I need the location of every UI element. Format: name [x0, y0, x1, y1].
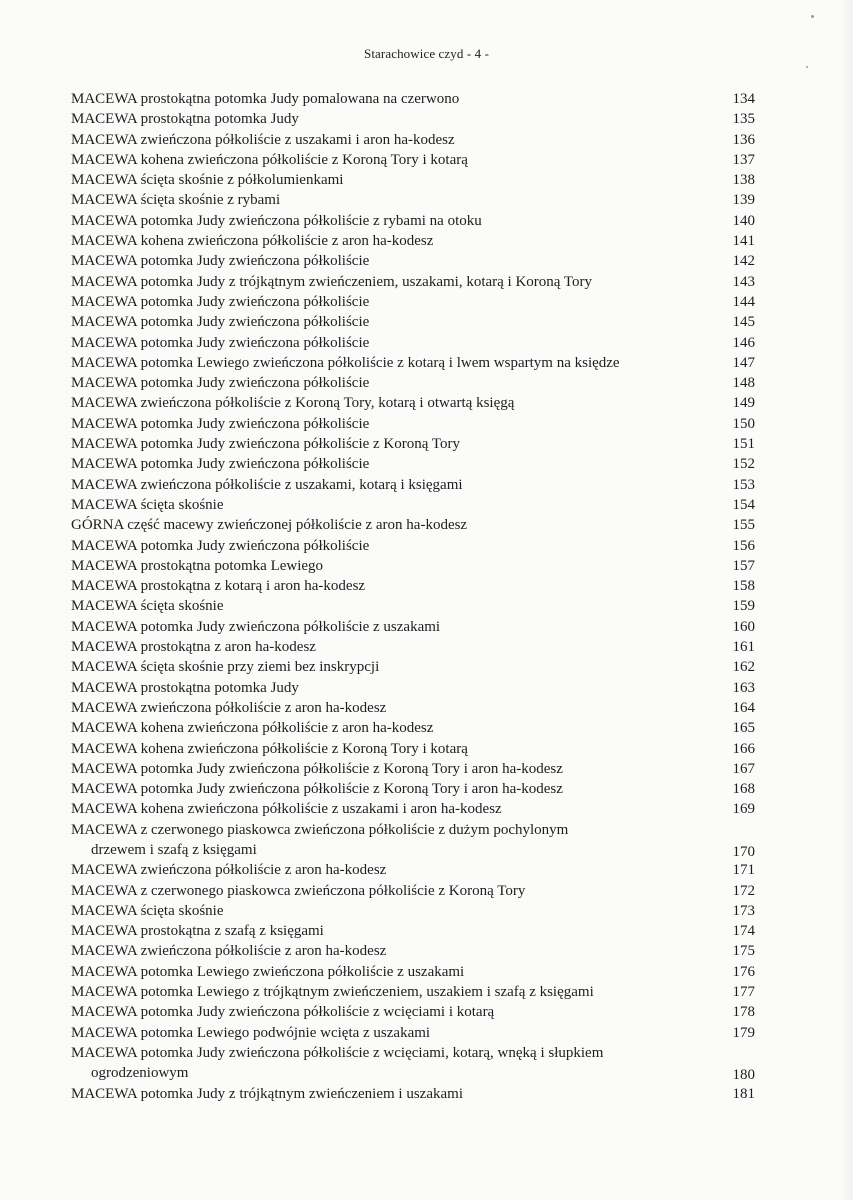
entry-description — [71, 434, 721, 454]
list-item — [71, 272, 755, 292]
list-item — [71, 779, 755, 799]
entry-number: 177 — [732, 984, 755, 1001]
entry-description — [71, 333, 721, 353]
entry-description — [71, 495, 721, 515]
list-item — [71, 556, 755, 576]
entry-description-line: MACEWA potomka Lewiego podwójnie wcięta z uszakami — [71, 1024, 431, 1041]
entry-description-line: MACEWA potomka Judy zwieńczona półkoliście — [71, 334, 370, 351]
entry-description — [71, 1043, 721, 1084]
entry-description — [71, 231, 721, 251]
entry-description — [71, 536, 721, 556]
entry-number: 181 — [732, 1085, 755, 1102]
entry-number: 173 — [732, 902, 755, 919]
entry-description-line: MACEWA potomka Judy zwieńczona półkoliście z Koroną Tory i aron ha-kodesz — [71, 781, 563, 798]
list-item — [71, 353, 755, 373]
entry-number: 158 — [732, 578, 755, 595]
entry-number: 135 — [732, 111, 755, 128]
entry-description-line: MACEWA prostokątna potomka Judy — [71, 111, 299, 128]
entry-description-line: MACEWA potomka Judy zwieńczona półkoliście — [71, 293, 370, 310]
entry-description-line: MACEWA potomka Judy zwieńczona półkoliście z Koroną Tory — [71, 436, 461, 453]
entry-description — [71, 617, 721, 637]
entry-description — [71, 759, 721, 779]
entry-description — [71, 718, 721, 738]
entry-description — [71, 596, 721, 616]
list-item — [71, 962, 755, 982]
list-item — [71, 617, 755, 637]
entry-description-line: MACEWA potomka Lewiego zwieńczona półkoliście z uszakami — [71, 963, 465, 980]
entry-number: 152 — [732, 456, 755, 473]
entry-description-line: MACEWA potomka Judy zwieńczona półkoliście z Koroną Tory i aron ha-kodesz — [71, 760, 563, 777]
list-item — [71, 454, 755, 474]
list-item — [71, 211, 755, 231]
entry-number: 143 — [732, 273, 755, 290]
entry-description — [71, 292, 721, 312]
entry-description — [71, 373, 721, 393]
list-item — [71, 130, 755, 150]
entry-description — [71, 312, 721, 332]
entry-description-line: MACEWA kohena zwieńczona półkoliście z aron ha-kodesz — [71, 233, 434, 250]
entry-number: 138 — [732, 172, 755, 189]
entry-description-line: MACEWA z czerwonego piaskowca zwieńczona półkoliście z dużym pochylonym — [71, 821, 569, 838]
entry-description-line: MACEWA potomka Judy zwieńczona półkoliście — [71, 375, 370, 392]
entry-description — [71, 1023, 721, 1043]
entry-description-line: MACEWA prostokątna potomka Lewiego — [71, 557, 324, 574]
list-item — [71, 333, 755, 353]
entry-description-line: MACEWA ścięta skośnie — [71, 902, 224, 919]
entry-description — [71, 820, 721, 861]
list-item — [71, 739, 755, 759]
list-item — [71, 414, 755, 434]
entry-number: 172 — [732, 882, 755, 899]
entry-description-line: MACEWA zwieńczona półkoliście z uszakami i aron ha-kodesz — [71, 131, 455, 148]
entry-number: 134 — [732, 91, 755, 107]
entry-description — [71, 1084, 721, 1104]
entry-description — [71, 678, 721, 698]
entry-number: 147 — [732, 354, 755, 371]
entry-description — [71, 272, 721, 292]
list-item — [71, 921, 755, 941]
list-item — [71, 292, 755, 312]
entry-description — [71, 921, 721, 941]
list-item — [71, 190, 755, 210]
entry-description — [71, 109, 721, 129]
entry-description — [71, 657, 721, 677]
entry-description-line: MACEWA potomka Lewiego zwieńczona półkoliście z kotarą i lwem wspartym na księdze — [71, 354, 620, 371]
entry-description — [71, 393, 721, 413]
entry-description-line: MACEWA ścięta skośnie z rybami — [71, 192, 281, 209]
list-item — [71, 170, 755, 190]
entry-description — [71, 251, 721, 271]
entry-number: 137 — [732, 151, 755, 168]
entry-description-line: GÓRNA część macewy zwieńczonej półkoliście z aron ha-kodesz — [71, 517, 468, 534]
entry-description — [71, 1002, 721, 1022]
entry-description-line: MACEWA potomka Judy zwieńczona półkoliście z wcięciami, kotarą, wnęką i słupkiem — [71, 1044, 604, 1061]
entry-description — [71, 353, 721, 373]
list-item — [71, 799, 755, 819]
entry-description-line: MACEWA zwieńczona półkoliście z uszakami, kotarą i księgami — [71, 476, 463, 493]
list-item — [71, 881, 755, 901]
entry-description-line: MACEWA kohena zwieńczona półkoliście z Koroną Tory i kotarą — [71, 151, 468, 168]
list-item — [71, 1023, 755, 1043]
entry-description-line: MACEWA potomka Judy zwieńczona półkoliście z uszakami — [71, 618, 441, 635]
entry-number: 179 — [732, 1024, 755, 1041]
list-item — [71, 941, 755, 961]
entry-description-line: MACEWA prostokątna z kotarą i aron ha-kodesz — [71, 578, 366, 595]
entry-description — [71, 130, 721, 150]
entry-number: 159 — [732, 598, 755, 615]
list-item — [71, 373, 755, 393]
entry-number: 146 — [732, 334, 755, 351]
entry-number: 180 — [732, 1067, 755, 1084]
list-item — [71, 231, 755, 251]
entry-description — [71, 150, 721, 170]
page-header: Starachowice czyd - 4 - — [363, 46, 490, 61]
entry-description — [71, 860, 721, 880]
scan-speck — [806, 66, 808, 68]
list-item — [71, 759, 755, 779]
entry-description-line: MACEWA ścięta skośnie — [71, 496, 224, 513]
list-item — [71, 678, 755, 698]
list-item — [71, 434, 755, 454]
list-item — [71, 495, 755, 515]
entry-description-line: MACEWA ścięta skośnie — [71, 598, 224, 615]
list-item — [71, 393, 755, 413]
entry-description-line: MACEWA zwieńczona półkoliście z Koroną Tory, kotarą i otwartą księgą — [71, 395, 515, 412]
entry-number: 174 — [732, 923, 755, 940]
list-item — [71, 657, 755, 677]
list-item — [71, 475, 755, 495]
entry-number: 164 — [732, 699, 755, 716]
entry-description-line: MACEWA potomka Judy z trójkątnym zwieńczeniem, uszakami, kotarą i Koroną Tory — [71, 273, 593, 290]
entry-description-line: ogrodzeniowym — [91, 1065, 189, 1082]
entry-description-line: MACEWA prostokątna z aron ha-kodesz — [71, 639, 316, 656]
entry-number: 160 — [732, 618, 755, 635]
entry-description — [71, 962, 721, 982]
entry-number: 157 — [732, 557, 755, 574]
entry-description — [71, 637, 721, 657]
entry-description — [71, 414, 721, 434]
entry-description-line: MACEWA zwieńczona półkoliście z aron ha-kodesz — [71, 862, 387, 879]
entry-description — [71, 211, 721, 231]
entry-description — [71, 89, 721, 109]
entry-description-line: drzewem i szafą z księgami — [91, 841, 257, 858]
entry-description — [71, 475, 721, 495]
entry-description — [71, 698, 721, 718]
entry-number: 139 — [732, 192, 755, 209]
entry-description — [71, 556, 721, 576]
entry-number: 168 — [732, 781, 755, 798]
entry-description-line: MACEWA potomka Judy zwieńczona półkoliście — [71, 537, 370, 554]
list-item — [71, 1084, 755, 1104]
entry-description-line: MACEWA prostokątna potomka Judy pomalowana na czerwono — [71, 91, 460, 107]
entry-description-line: MACEWA potomka Judy zwieńczona półkoliście — [71, 415, 370, 432]
entry-description — [71, 941, 721, 961]
entry-description-line: MACEWA potomka Judy zwieńczona półkoliście — [71, 456, 370, 473]
scan-speck — [811, 15, 814, 18]
entry-description — [71, 901, 721, 921]
entry-description-line: MACEWA kohena zwieńczona półkoliście z aron ha-kodesz — [71, 720, 434, 737]
entry-description-line: MACEWA z czerwonego piaskowca zwieńczona półkoliście z Koroną Tory — [71, 882, 526, 899]
entry-description-line: MACEWA potomka Judy zwieńczona półkoliście z rybami na otoku — [71, 212, 482, 229]
list-item — [71, 536, 755, 556]
entry-number: 175 — [732, 943, 755, 960]
entry-description-line: MACEWA kohena zwieńczona półkoliście z uszakami i aron ha-kodesz — [71, 801, 502, 818]
entry-description — [71, 576, 721, 596]
entry-description-line: MACEWA ścięta skośnie z półkolumienkami — [71, 172, 344, 189]
entry-number: 161 — [732, 639, 755, 656]
list-item — [71, 251, 755, 271]
entry-number: 155 — [732, 517, 755, 534]
entry-description — [71, 982, 721, 1002]
entry-description-line: MACEWA zwieńczona półkoliście z aron ha-kodesz — [71, 943, 387, 960]
entry-description-line: MACEWA ścięta skośnie przy ziemi bez inskrypcji — [71, 659, 380, 676]
entry-number: 153 — [732, 476, 755, 493]
entry-number: 148 — [732, 375, 755, 392]
entry-number: 163 — [732, 679, 755, 696]
list-item — [71, 860, 755, 880]
entry-description — [71, 799, 721, 819]
entry-number: 141 — [732, 233, 755, 250]
list-item — [71, 312, 755, 332]
entry-number: 149 — [732, 395, 755, 412]
entry-list — [71, 89, 755, 1104]
entry-number: 140 — [732, 212, 755, 229]
list-item — [71, 109, 755, 129]
entry-description — [71, 170, 721, 190]
list-item — [71, 1002, 755, 1022]
entry-number: 169 — [732, 801, 755, 818]
list-item — [71, 698, 755, 718]
entry-number: 136 — [732, 131, 755, 148]
entry-description-line: MACEWA zwieńczona półkoliście z aron ha-kodesz — [71, 699, 387, 716]
entry-number: 150 — [732, 415, 755, 432]
list-item — [71, 515, 755, 535]
list-item — [71, 150, 755, 170]
entry-number: 162 — [732, 659, 755, 676]
list-item — [71, 596, 755, 616]
entry-description-line: MACEWA potomka Judy zwieńczona półkoliście z wcięciami i kotarą — [71, 1004, 495, 1021]
entry-description-line: MACEWA kohena zwieńczona półkoliście z Koroną Tory i kotarą — [71, 740, 468, 757]
entry-description — [71, 779, 721, 799]
entry-description-line: MACEWA potomka Judy zwieńczona półkoliście — [71, 314, 370, 331]
entry-number: 166 — [732, 740, 755, 757]
list-item — [71, 901, 755, 921]
entry-number: 151 — [732, 436, 755, 453]
entry-number: 142 — [732, 253, 755, 270]
list-item — [71, 637, 755, 657]
entry-number: 145 — [732, 314, 755, 331]
list-item — [71, 1043, 755, 1084]
entry-description-line: MACEWA potomka Lewiego z trójkątnym zwieńczeniem, uszakiem i szafą z księgami — [71, 984, 594, 1001]
list-item — [71, 576, 755, 596]
entry-number: 171 — [732, 862, 755, 879]
list-item — [71, 820, 755, 861]
entry-number: 167 — [732, 760, 755, 777]
entry-number: 154 — [732, 496, 755, 513]
entry-number: 176 — [732, 963, 755, 980]
entry-number: 144 — [732, 293, 755, 310]
list-item — [71, 718, 755, 738]
list-item — [71, 982, 755, 1002]
entry-description — [71, 454, 721, 474]
entry-description — [71, 739, 721, 759]
page-edge-shadow — [839, 0, 853, 1200]
entry-number: 170 — [732, 843, 755, 860]
entry-description — [71, 881, 721, 901]
entry-description-line: MACEWA potomka Judy zwieńczona półkoliście — [71, 253, 370, 270]
entry-number: 165 — [732, 720, 755, 737]
entry-description — [71, 190, 721, 210]
entry-description — [71, 515, 721, 535]
entry-description-line: MACEWA prostokątna z szafą z księgami — [71, 923, 324, 940]
list-item — [71, 89, 755, 109]
entry-description-line: MACEWA potomka Judy z trójkątnym zwieńczeniem i uszakami — [71, 1085, 463, 1102]
entry-number: 156 — [732, 537, 755, 554]
entry-description-line: MACEWA prostokątna potomka Judy — [71, 679, 299, 696]
entry-number: 178 — [732, 1004, 755, 1021]
